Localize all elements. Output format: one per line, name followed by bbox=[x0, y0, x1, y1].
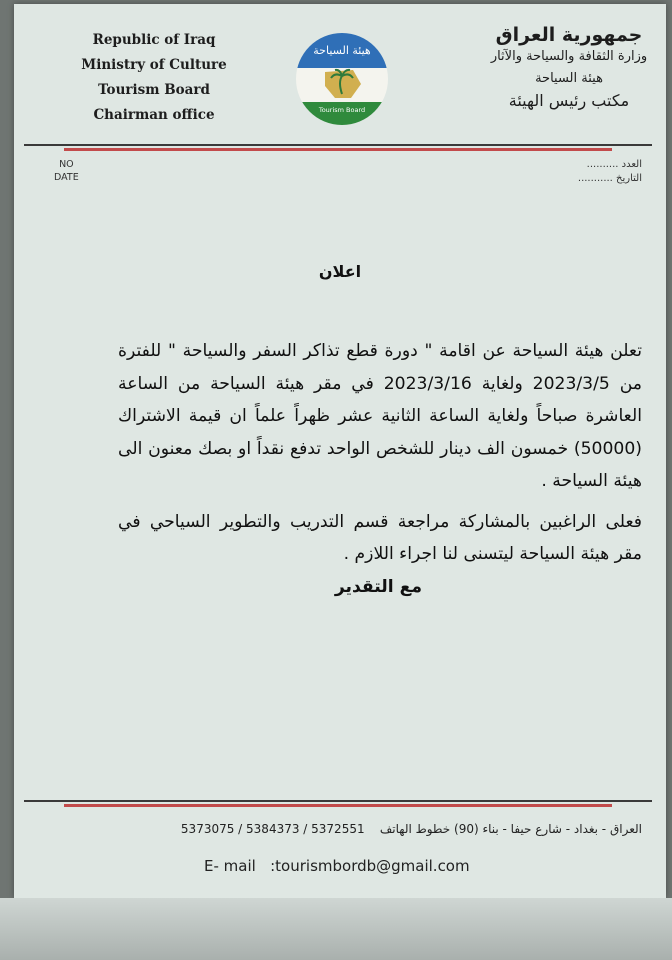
header-divider-red bbox=[64, 148, 612, 151]
arabic-date-field: التاريخ ........... bbox=[577, 173, 642, 184]
footer-email bbox=[204, 857, 470, 875]
tourism-board-logo bbox=[295, 32, 389, 126]
header-arabic bbox=[484, 24, 654, 112]
arabic-country-name: جمهورية العراق bbox=[495, 24, 643, 46]
logo-english-text: Tourism Board bbox=[318, 106, 366, 114]
reference-english bbox=[54, 158, 79, 184]
address-text: العراق - بغداد - شارع حيفا - بناء (90) خطوط الهاتف bbox=[379, 822, 642, 836]
letter-page bbox=[14, 4, 666, 898]
closing-regards: مع التقدير bbox=[334, 576, 422, 597]
footer-divider-red bbox=[64, 804, 612, 807]
email-address[interactable]: :tourismbordb@gmail.com bbox=[270, 857, 470, 875]
arabic-office-name: مكتب رئيس الهيئة bbox=[508, 91, 630, 110]
logo-arabic-text: هيئة السياحة bbox=[313, 44, 371, 57]
body-paragraph-1: تعلن هيئة السياحة عن اقامة " دورة قطع تذاكر السفر والسياحة " للفترة من 2023/3/5 ولغاية 2023/3/16 في مقر هيئة السياحة من الساعة العاشرة صباحاً ولغاية الساعة الثانية عشر ظهراً علماً ان قيمة الاشتراك (50000) خمسون الف دينار للشخص الواحد تدفع نقداً او بصك معنون الى هيئة السياحة . bbox=[118, 341, 642, 491]
board-name: Tourism Board bbox=[98, 82, 210, 98]
email-label: E- mail bbox=[204, 857, 256, 875]
office-name: Chairman office bbox=[93, 107, 215, 123]
arabic-ministry-name: وزارة الثقافة والسياحة والآثار bbox=[490, 49, 648, 64]
arabic-board-name: هيئة السياحة bbox=[535, 71, 603, 86]
phone-numbers: 5373075 / 5384373 / 5372551 bbox=[180, 822, 365, 836]
footer-divider bbox=[24, 800, 652, 802]
footer-address bbox=[94, 822, 642, 836]
country-name: Republic of Iraq bbox=[92, 32, 216, 48]
body-paragraph-2: فعلى الراغبين بالمشاركة مراجعة قسم التدريب والتطوير السياحي في مقر هيئة السياحة ليتسنى لنا اجراء اللازم . bbox=[118, 511, 642, 564]
reference-arabic bbox=[542, 158, 642, 186]
no-label: NO bbox=[59, 159, 74, 170]
announcement-title: اعلان bbox=[318, 262, 362, 281]
header-english bbox=[59, 28, 249, 128]
header-divider bbox=[24, 144, 652, 146]
date-label: DATE bbox=[54, 172, 79, 183]
ministry-name: Ministry of Culture bbox=[81, 57, 227, 73]
arabic-number-field: العدد .......... bbox=[586, 159, 642, 170]
announcement-body bbox=[118, 335, 642, 603]
table-surface bbox=[0, 898, 672, 960]
